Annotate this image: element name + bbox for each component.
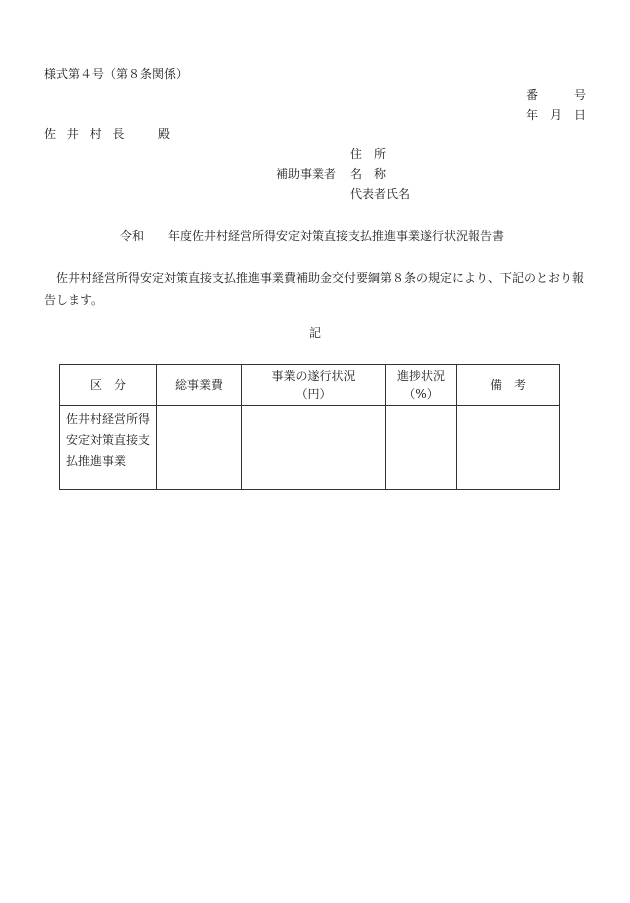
body-text: 佐井村経営所得安定対策直接支払推進事業費補助金交付要綱第８条の規定により、下記のとおり報告します。 <box>44 271 585 307</box>
ki-heading: 記 <box>309 326 322 340</box>
remarks-cell <box>457 406 560 490</box>
report-table <box>59 364 560 490</box>
header-progress <box>386 365 457 406</box>
header-progress-text: 進捗状況 <box>396 369 445 383</box>
header-execution-status-text: 事業の遂行状況 <box>271 369 356 383</box>
date-label: 年 月 日 <box>526 108 587 122</box>
progress-cell <box>386 406 457 490</box>
document-number-label: 番 号 <box>526 88 587 102</box>
addressee: 佐井村長 殿 <box>44 127 181 141</box>
row-label-cell: 佐井村経営所得安定対策直接支払推進事業 <box>60 406 157 490</box>
header-category: 区 分 <box>60 365 157 406</box>
form-number: 様式第４号（第８条関係） <box>44 67 189 81</box>
representative-label: 代表者氏名 <box>350 187 411 201</box>
document-title: 令和 年度佐井村経営所得安定対策直接支払推進事業遂行状況報告書 <box>120 229 505 243</box>
address-label: 住 所 <box>350 147 387 161</box>
header-percent-unit: （%） <box>403 387 439 401</box>
applicant-title: 補助事業者 <box>276 167 337 181</box>
name-label: 名 称 <box>350 167 387 181</box>
header-total-cost: 総事業費 <box>157 365 242 406</box>
table-row <box>60 406 560 490</box>
header-execution-status <box>242 365 386 406</box>
table-header-row <box>60 365 560 406</box>
total-cost-cell <box>157 406 242 490</box>
header-yen-unit: （円） <box>295 387 332 401</box>
header-remarks: 備 考 <box>457 365 560 406</box>
execution-status-cell <box>242 406 386 490</box>
